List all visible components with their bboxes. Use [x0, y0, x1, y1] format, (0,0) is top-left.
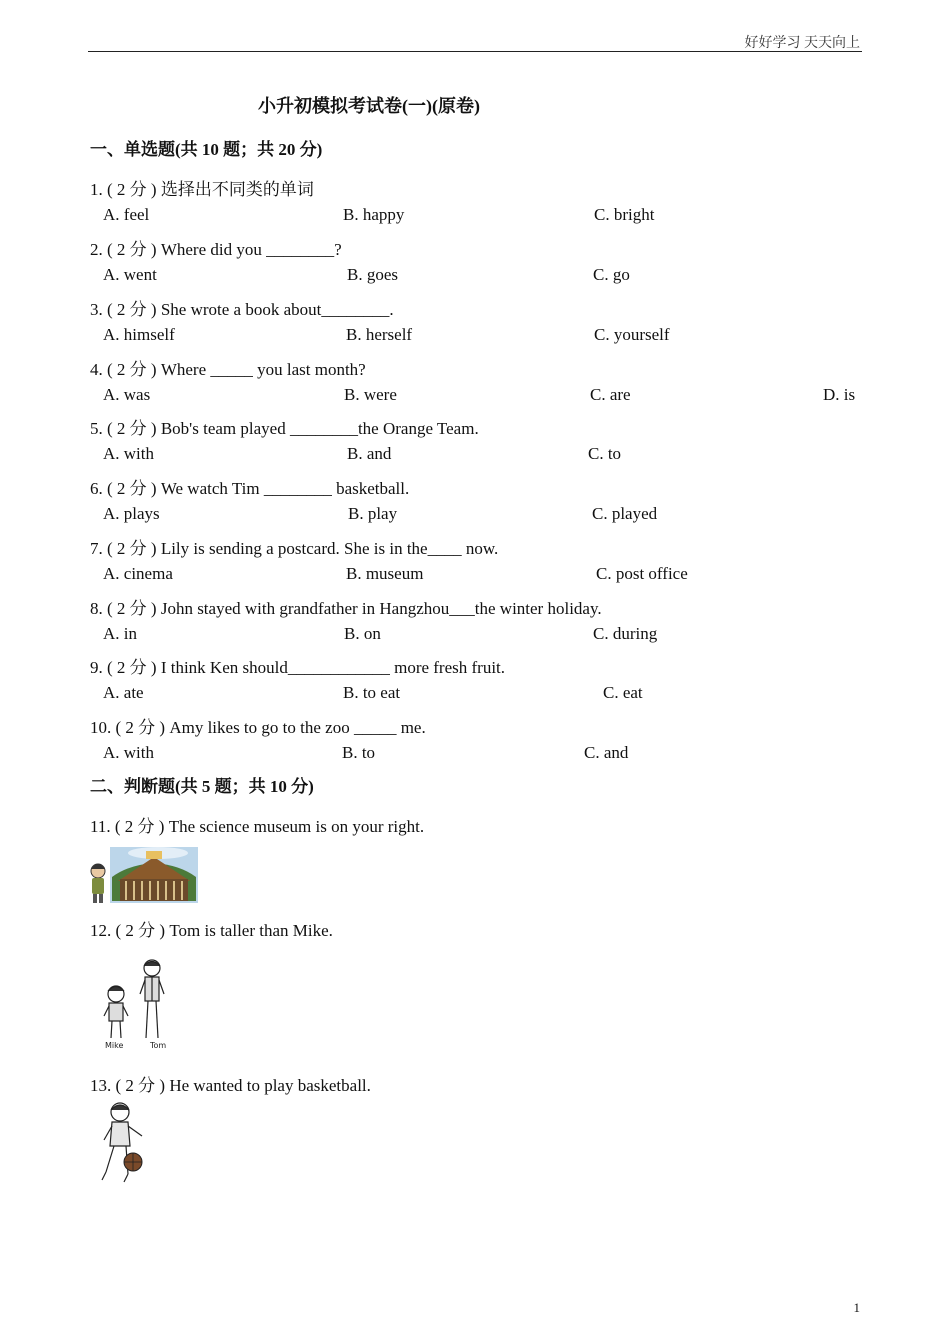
page-number: 1 [853, 1300, 860, 1315]
question-6-option-a: A. plays [103, 504, 160, 523]
mike-label: Mike [105, 1041, 124, 1050]
question-4-option-c: C. are [590, 385, 631, 404]
section-2-heading: 二、判断题(共 5 题；共 10 分) [90, 777, 314, 796]
question-4-stem: 4. ( 2 分 ) Where _____ you last month? [90, 360, 366, 379]
question-11-stem: 11. ( 2 分 ) The science museum is on your right. [90, 817, 425, 836]
question-13-stem: 13. ( 2 分 ) He wanted to play basketball. [90, 1076, 371, 1095]
question-10-option-b: B. to [342, 743, 376, 762]
question-7-option-c: C. post office [596, 564, 688, 583]
question-1-stem: 1. ( 2 分 ) 选择出不同类的单词 [90, 180, 314, 199]
question-4-option-d: D. is [823, 385, 856, 404]
question-5-stem: 5. ( 2 分 ) Bob's team played ________the Orange Team. [90, 419, 479, 438]
header-motto: 好好学习 天天向上 [744, 36, 860, 51]
question-10-option-c: C. and [584, 743, 629, 762]
question-3-stem: 3. ( 2 分 ) She wrote a book about________. [90, 300, 394, 319]
question-9-option-b: B. to eat [343, 683, 401, 702]
question-1-option-b: B. happy [343, 205, 405, 224]
question-10-option-a: A. with [103, 743, 154, 762]
question-6-option-b: B. play [348, 504, 398, 523]
question-3-option-b: B. herself [346, 325, 413, 344]
question-9-option-a: A. ate [103, 683, 144, 702]
question-7-option-b: B. museum [346, 564, 424, 583]
question-2-option-a: A. went [103, 265, 157, 284]
question-2-option-c: C. go [593, 265, 630, 284]
question-7-option-a: A. cinema [103, 564, 173, 583]
question-8-option-c: C. during [593, 624, 658, 643]
question-1-option-c: C. bright [594, 205, 655, 224]
tom-label: Tom [150, 1041, 167, 1050]
question-8-option-b: B. on [344, 624, 381, 643]
question-2-stem: 2. ( 2 分 ) Where did you ________? [90, 240, 342, 259]
science-museum-picture [88, 843, 200, 905]
question-6-stem: 6. ( 2 分 ) We watch Tim ________ basketball. [90, 479, 410, 498]
question-3-option-a: A. himself [103, 325, 175, 344]
question-10-stem: 10. ( 2 分 ) Amy likes to go to the zoo _____ me. [90, 718, 426, 737]
question-9-option-c: C. eat [603, 683, 643, 702]
question-4-option-a: A. was [103, 385, 151, 404]
question-3-option-c: C. yourself [594, 325, 670, 344]
question-2-option-b: B. goes [347, 265, 398, 284]
question-1-option-a: A. feel [103, 205, 150, 224]
question-8-option-a: A. in [103, 624, 137, 643]
question-12-stem: 12. ( 2 分 ) Tom is taller than Mike. [90, 921, 333, 940]
question-5-option-a: A. with [103, 444, 154, 463]
question-7-stem: 7. ( 2 分 ) Lily is sending a postcard. She is in the____ now. [90, 539, 499, 558]
question-8-stem: 8. ( 2 分 ) John stayed with grandfather in Hangzhou___the winter holiday. [90, 599, 602, 618]
boy-basketball-picture [98, 1100, 154, 1184]
question-5-option-b: B. and [347, 444, 392, 463]
question-9-stem: 9. ( 2 分 ) I think Ken should____________ more fresh fruit. [90, 658, 506, 677]
header-divider [88, 51, 862, 52]
section-1-heading: 一、单选题(共 10 题；共 20 分) [90, 140, 323, 159]
question-4-option-b: B. were [344, 385, 397, 404]
question-6-option-c: C. played [592, 504, 658, 523]
mike-and-tom-picture [100, 958, 178, 1052]
question-5-option-c: C. to [588, 444, 622, 463]
